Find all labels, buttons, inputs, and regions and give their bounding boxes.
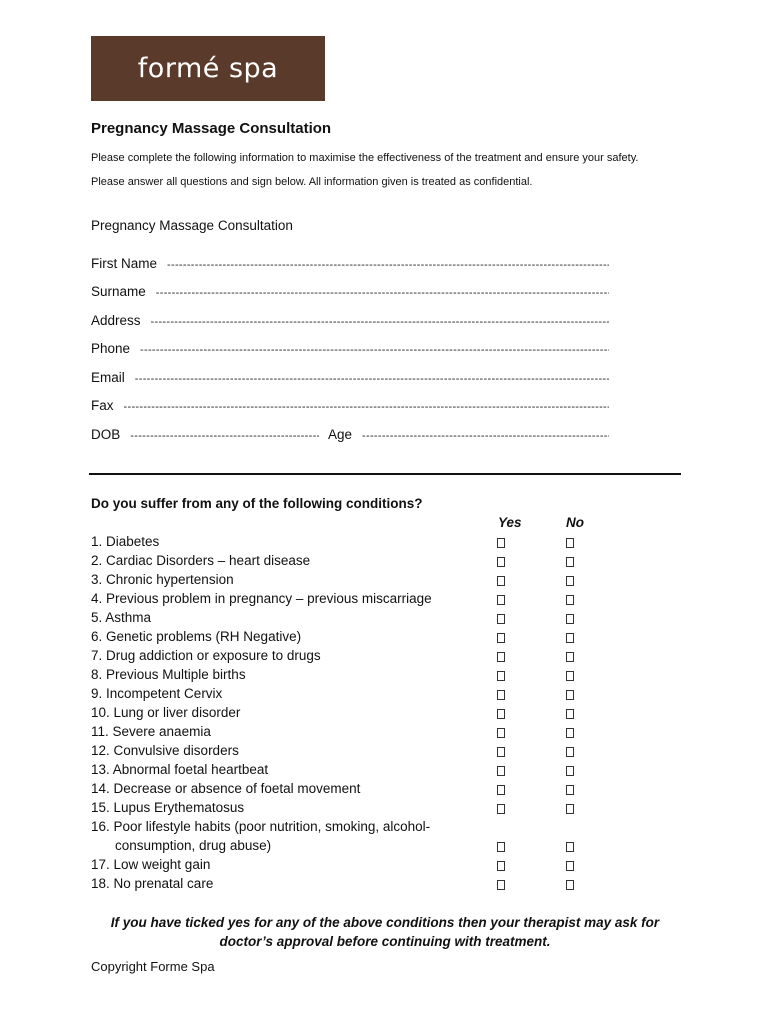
no-column-header: No [566,515,584,530]
no-checkbox[interactable] [566,633,574,643]
section-title: Pregnancy Massage Consultation [91,218,293,233]
yes-checkbox[interactable] [497,804,505,814]
condition-row [91,819,591,838]
no-checkbox[interactable] [566,595,574,605]
address-label: Address [91,313,141,328]
no-checkbox[interactable] [566,652,574,662]
no-checkbox[interactable] [566,728,574,738]
forme-spa-logo [91,36,325,101]
condition-row [91,667,591,686]
condition-row [91,572,591,591]
yes-checkbox[interactable] [497,557,505,567]
yes-checkbox[interactable] [497,633,505,643]
condition-label: 12. Convulsive disorders [91,743,239,758]
yes-checkbox[interactable] [497,595,505,605]
condition-label: 17. Low weight gain [91,857,211,872]
surname-line[interactable] [156,287,609,299]
email-field[interactable] [91,370,609,388]
yes-checkbox[interactable] [497,785,505,795]
no-checkbox[interactable] [566,690,574,700]
phone-label: Phone [91,341,131,356]
page-title: Pregnancy Massage Consultation [91,120,332,137]
yes-checkbox[interactable] [497,709,505,719]
no-checkbox[interactable] [566,842,574,852]
fax-line[interactable] [124,401,609,413]
intro-line-2: Please answer all questions and sign below. All information given is treated as confidential. [91,176,533,188]
dob-label: DOB [91,427,121,442]
logo-text: formé spa [137,53,279,84]
copyright: Copyright Forme Spa [91,959,215,974]
intro-line-1: Please complete the following information to maximise the effectiveness of the treatment and ensure your safety. [91,152,639,164]
condition-label: 3. Chronic hypertension [91,572,234,587]
condition-label: 15. Lupus Erythematosus [91,800,245,815]
no-checkbox[interactable] [566,747,574,757]
condition-label: 5. Asthma [91,610,152,625]
fax-label: Fax [91,398,114,413]
dob-field[interactable] [91,427,319,445]
condition-row [91,838,591,857]
section-divider [89,473,681,475]
yes-checkbox[interactable] [497,671,505,681]
no-checkbox[interactable] [566,538,574,548]
condition-row [91,781,591,800]
condition-row [91,705,591,724]
yes-column-header: Yes [498,515,522,530]
age-label: Age [328,427,353,442]
condition-row [91,610,591,629]
surname-label: Surname [91,284,146,299]
phone-field[interactable] [91,341,609,359]
no-checkbox[interactable] [566,557,574,567]
condition-label: 18. No prenatal care [91,876,214,891]
phone-line[interactable] [140,344,609,356]
condition-label: 9. Incompetent Cervix [91,686,223,701]
condition-label: 16. Poor lifestyle habits (poor nutrition, smoking, alcohol- [91,819,431,834]
no-checkbox[interactable] [566,709,574,719]
condition-label: 14. Decrease or absence of foetal movement [91,781,361,796]
no-checkbox[interactable] [566,576,574,586]
fax-field[interactable] [91,398,609,416]
condition-label: 11. Severe anaemia [91,724,211,739]
first-name-line[interactable] [167,259,609,271]
yes-checkbox[interactable] [497,576,505,586]
yes-checkbox[interactable] [497,538,505,548]
age-line[interactable] [362,430,609,442]
condition-row [91,629,591,648]
condition-label: 8. Previous Multiple births [91,667,246,682]
yes-checkbox[interactable] [497,690,505,700]
condition-row [91,762,591,781]
no-checkbox[interactable] [566,785,574,795]
condition-row [91,686,591,705]
condition-row [91,876,591,895]
condition-label: 7. Drug addiction or exposure to drugs [91,648,321,663]
address-line[interactable] [151,316,609,328]
no-checkbox[interactable] [566,804,574,814]
yes-checkbox[interactable] [497,614,505,624]
yes-checkbox[interactable] [497,747,505,757]
condition-row [91,800,591,819]
no-checkbox[interactable] [566,861,574,871]
no-checkbox[interactable] [566,880,574,890]
no-checkbox[interactable] [566,766,574,776]
condition-row [91,534,591,553]
first-name-label: First Name [91,256,158,271]
yes-checkbox[interactable] [497,880,505,890]
age-field[interactable] [328,427,609,445]
condition-row [91,743,591,762]
yes-checkbox[interactable] [497,842,505,852]
condition-row [91,591,591,610]
condition-label-continued: consumption, drug abuse) [115,838,272,853]
email-label: Email [91,370,125,385]
first-name-field[interactable] [91,256,609,274]
condition-label: 10. Lung or liver disorder [91,705,241,720]
condition-row [91,724,591,743]
condition-row [91,553,591,572]
yes-checkbox[interactable] [497,766,505,776]
surname-field[interactable] [91,284,609,302]
no-checkbox[interactable] [566,614,574,624]
condition-label: 1. Diabetes [91,534,160,549]
doctor-approval-note: If you have ticked yes for any of the above conditions then your therapist may ask for doctor’s approval before continuing with treatment. [110,915,660,949]
condition-label: 6. Genetic problems (RH Negative) [91,629,302,644]
condition-row [91,648,591,667]
yes-checkbox[interactable] [497,861,505,871]
no-checkbox[interactable] [566,671,574,681]
email-line[interactable] [135,373,609,385]
condition-row [91,857,591,876]
yes-checkbox[interactable] [497,728,505,738]
condition-label: 4. Previous problem in pregnancy – previous miscarriage [91,591,432,606]
yes-checkbox[interactable] [497,652,505,662]
condition-label: 13. Abnormal foetal heartbeat [91,762,269,777]
dob-line[interactable] [130,430,319,442]
address-field[interactable] [91,313,609,331]
conditions-question: Do you suffer from any of the following conditions? [91,496,423,511]
condition-label: 2. Cardiac Disorders – heart disease [91,553,311,568]
